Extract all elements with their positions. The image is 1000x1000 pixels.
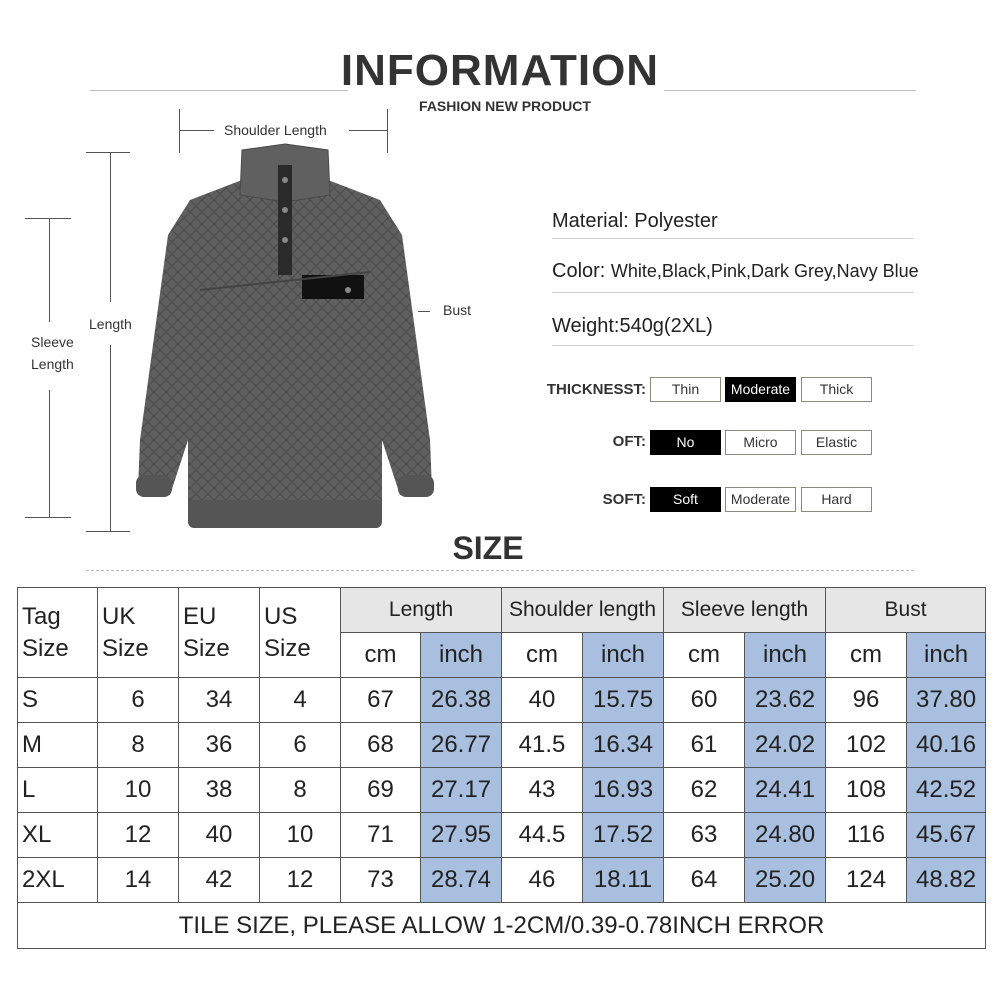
option-label-thickness: THICKNESST: [546,381,646,398]
table-cell: 124 [826,858,907,903]
size-divider [86,570,914,571]
table-cell: 41.5 [502,723,583,768]
size-note: TILE SIZE, PLEASE ALLOW 1-2CM/0.39-0.78INCH ERROR [18,903,986,949]
header-us-size: US Size [260,588,341,678]
header-unit-cm: cm [664,633,745,678]
table-cell: 40.16 [907,723,986,768]
table-cell: 96 [826,678,907,723]
table-cell: 12 [98,813,179,858]
length-guide-tick-top [86,152,130,153]
header-shoulder-length: Shoulder length [502,588,664,633]
sleeve-length-label-line2: Length [31,356,74,372]
sleeve-length-label-line1: Sleeve [31,334,74,350]
page-title: INFORMATION [340,46,660,95]
color-text [552,260,919,283]
table-cell: 71 [341,813,421,858]
table-cell: 67 [341,678,421,723]
table-cell: 40 [502,678,583,723]
title-rule-right [664,90,916,91]
header-unit-inch: inch [745,633,826,678]
table-row [18,768,986,813]
table-cell: 6 [98,678,179,723]
page-subtitle: FASHION NEW PRODUCT [419,98,591,114]
bust-label: Bust [443,302,472,318]
table-cell: 40 [179,813,260,858]
shoulder-guide-line-right [349,130,387,131]
shoulder-guide-line-left [180,130,214,131]
header-bust: Bust [826,588,986,633]
table-row [18,813,986,858]
table-cell: 102 [826,723,907,768]
color-prefix: Color: [552,260,611,282]
info-rule-3 [552,345,914,346]
table-cell: 27.17 [421,768,502,813]
sweater-image [130,140,440,535]
table-cell: 38 [179,768,260,813]
header-eu-size: EU Size [179,588,260,678]
table-cell: 16.34 [583,723,664,768]
shoulder-guide-tick-left [179,109,180,153]
header-length: Length [341,588,502,633]
size-cell-tag: L [18,768,98,813]
table-cell: 27.95 [421,813,502,858]
header-uk-size: UK Size [98,588,179,678]
table-cell: 10 [98,768,179,813]
shoulder-guide-tick-right [387,109,388,153]
table-cell: 69 [341,768,421,813]
table-cell: 108 [826,768,907,813]
sleeve-guide-tick-top [25,218,71,219]
table-cell: 24.02 [745,723,826,768]
header-tag-size: Tag Size [18,588,98,678]
shoulder-length-label: Shoulder Length [224,122,327,138]
table-cell: 8 [260,768,341,813]
table-cell: 60 [664,678,745,723]
table-cell: 44.5 [502,813,583,858]
option-soft-moderate: Moderate [725,487,796,512]
table-cell: 37.80 [907,678,986,723]
table-cell: 64 [664,858,745,903]
length-guide-line-bottom [110,345,111,531]
sleeve-guide-line-bottom [49,390,50,517]
table-header-row-1 [18,588,986,633]
size-title: SIZE [452,530,524,566]
table-cell: 68 [341,723,421,768]
table-cell: 8 [98,723,179,768]
table-row [18,678,986,723]
table-cell: 12 [260,858,341,903]
table-cell: 17.52 [583,813,664,858]
header-unit-cm: cm [341,633,421,678]
title-rule-left [90,90,348,91]
size-cell-tag: XL [18,813,98,858]
table-cell: 23.62 [745,678,826,723]
header-sleeve-length: Sleeve length [664,588,826,633]
table-cell: 63 [664,813,745,858]
table-cell: 26.77 [421,723,502,768]
option-label-soft: SOFT: [602,491,646,508]
table-cell: 61 [664,723,745,768]
option-thickness-moderate: Moderate [725,377,796,402]
header-unit-inch: inch [907,633,986,678]
table-cell: 15.75 [583,678,664,723]
sleeve-guide-line-top [49,218,50,322]
table-cell: 25.20 [745,858,826,903]
color-values: White,Black,Pink,Dark Grey,Navy Blue [610,261,919,281]
length-label: Length [89,316,132,332]
table-cell: 116 [826,813,907,858]
table-cell: 34 [179,678,260,723]
table-cell: 6 [260,723,341,768]
header-unit-cm: cm [826,633,907,678]
table-cell: 4 [260,678,341,723]
table-cell: 36 [179,723,260,768]
option-oft-micro: Micro [725,430,796,455]
size-cell-tag: S [18,678,98,723]
table-cell: 10 [260,813,341,858]
option-thickness-thin: Thin [650,377,721,402]
table-cell: 62 [664,768,745,813]
option-label-oft: OFT: [612,433,646,450]
bust-guide-line [418,311,430,312]
option-soft-hard: Hard [801,487,872,512]
option-thickness-thick: Thick [801,377,872,402]
option-oft-elastic: Elastic [801,430,872,455]
option-oft-no: No [650,430,721,455]
table-cell: 42 [179,858,260,903]
option-soft-soft: Soft [650,487,721,512]
table-cell: 24.41 [745,768,826,813]
header-unit-inch: inch [421,633,502,678]
size-table [17,587,986,949]
table-row [18,858,986,903]
header-unit-cm: cm [502,633,583,678]
table-cell: 46 [502,858,583,903]
table-cell: 24.80 [745,813,826,858]
table-cell: 18.11 [583,858,664,903]
material-text: Material: Polyester [552,210,718,232]
table-row [18,723,986,768]
sleeve-guide-tick-bottom [25,517,71,518]
header-unit-inch: inch [583,633,664,678]
table-cell: 45.67 [907,813,986,858]
table-cell: 28.74 [421,858,502,903]
info-rule-1 [552,238,914,239]
table-cell: 16.93 [583,768,664,813]
size-cell-tag: M [18,723,98,768]
weight-text: Weight:540g(2XL) [552,315,713,337]
info-rule-2 [552,292,914,293]
size-cell-tag: 2XL [18,858,98,903]
table-cell: 73 [341,858,421,903]
length-guide-line-top [110,152,111,302]
table-cell: 48.82 [907,858,986,903]
table-cell: 26.38 [421,678,502,723]
table-cell: 43 [502,768,583,813]
table-cell: 42.52 [907,768,986,813]
table-note-row [18,903,986,949]
table-cell: 14 [98,858,179,903]
